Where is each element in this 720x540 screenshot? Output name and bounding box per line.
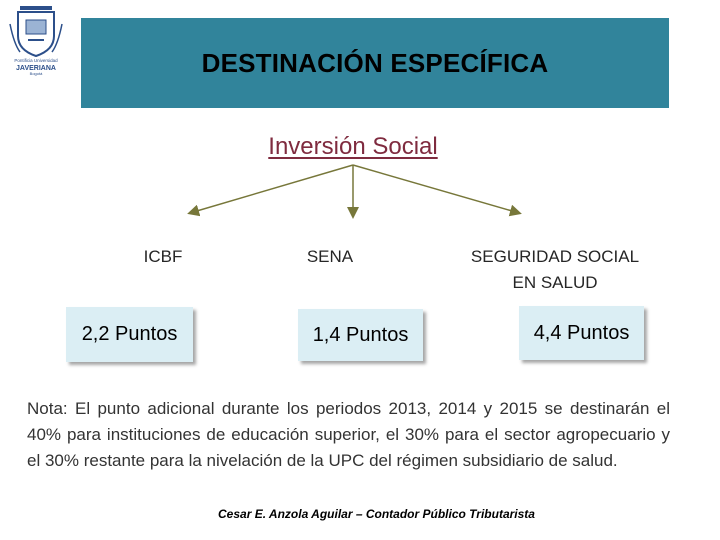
value-icbf: 2,2 Puntos <box>81 323 178 345</box>
value-box-icbf <box>66 307 193 362</box>
branch-label-icbf: ICBF <box>143 247 183 266</box>
branch-label-line-1: SEGURIDAD SOCIAL <box>470 247 640 266</box>
diagram-root-label: Inversión Social <box>268 133 438 160</box>
svg-text:Bogotá: Bogotá <box>29 71 43 76</box>
svg-text:Pontificia Universidad: Pontificia Universidad <box>14 58 58 63</box>
page-title: DESTINACIÓN ESPECÍFICA <box>201 47 549 78</box>
value-box-seguridad-social <box>519 306 644 360</box>
arrow-left <box>190 165 353 213</box>
author-credit: Cesar E. Anzola Aguilar – Contador Público Tributarista <box>218 507 535 521</box>
value-seguridad-social: 4,4 Puntos <box>533 321 630 344</box>
branch-label-sena: SENA <box>306 247 354 266</box>
value-box-sena <box>298 309 423 361</box>
branch-label-seguridad-social <box>450 244 660 296</box>
footnote: Nota: El punto adicional durante los periodos 2013, 2014 y 2015 se destinarán el 40% para instituciones de educación superior, el 30% para el sector agropecuario y el 30% restante para la nivelación de la UPC del régimen subsidiario de salud. <box>27 399 670 470</box>
arrow-right <box>353 165 519 213</box>
value-sena: 1,4 Puntos <box>312 323 409 346</box>
branch-label-line-2: EN SALUD <box>512 273 598 292</box>
svg-text:JAVERIANA: JAVERIANA <box>16 65 56 72</box>
